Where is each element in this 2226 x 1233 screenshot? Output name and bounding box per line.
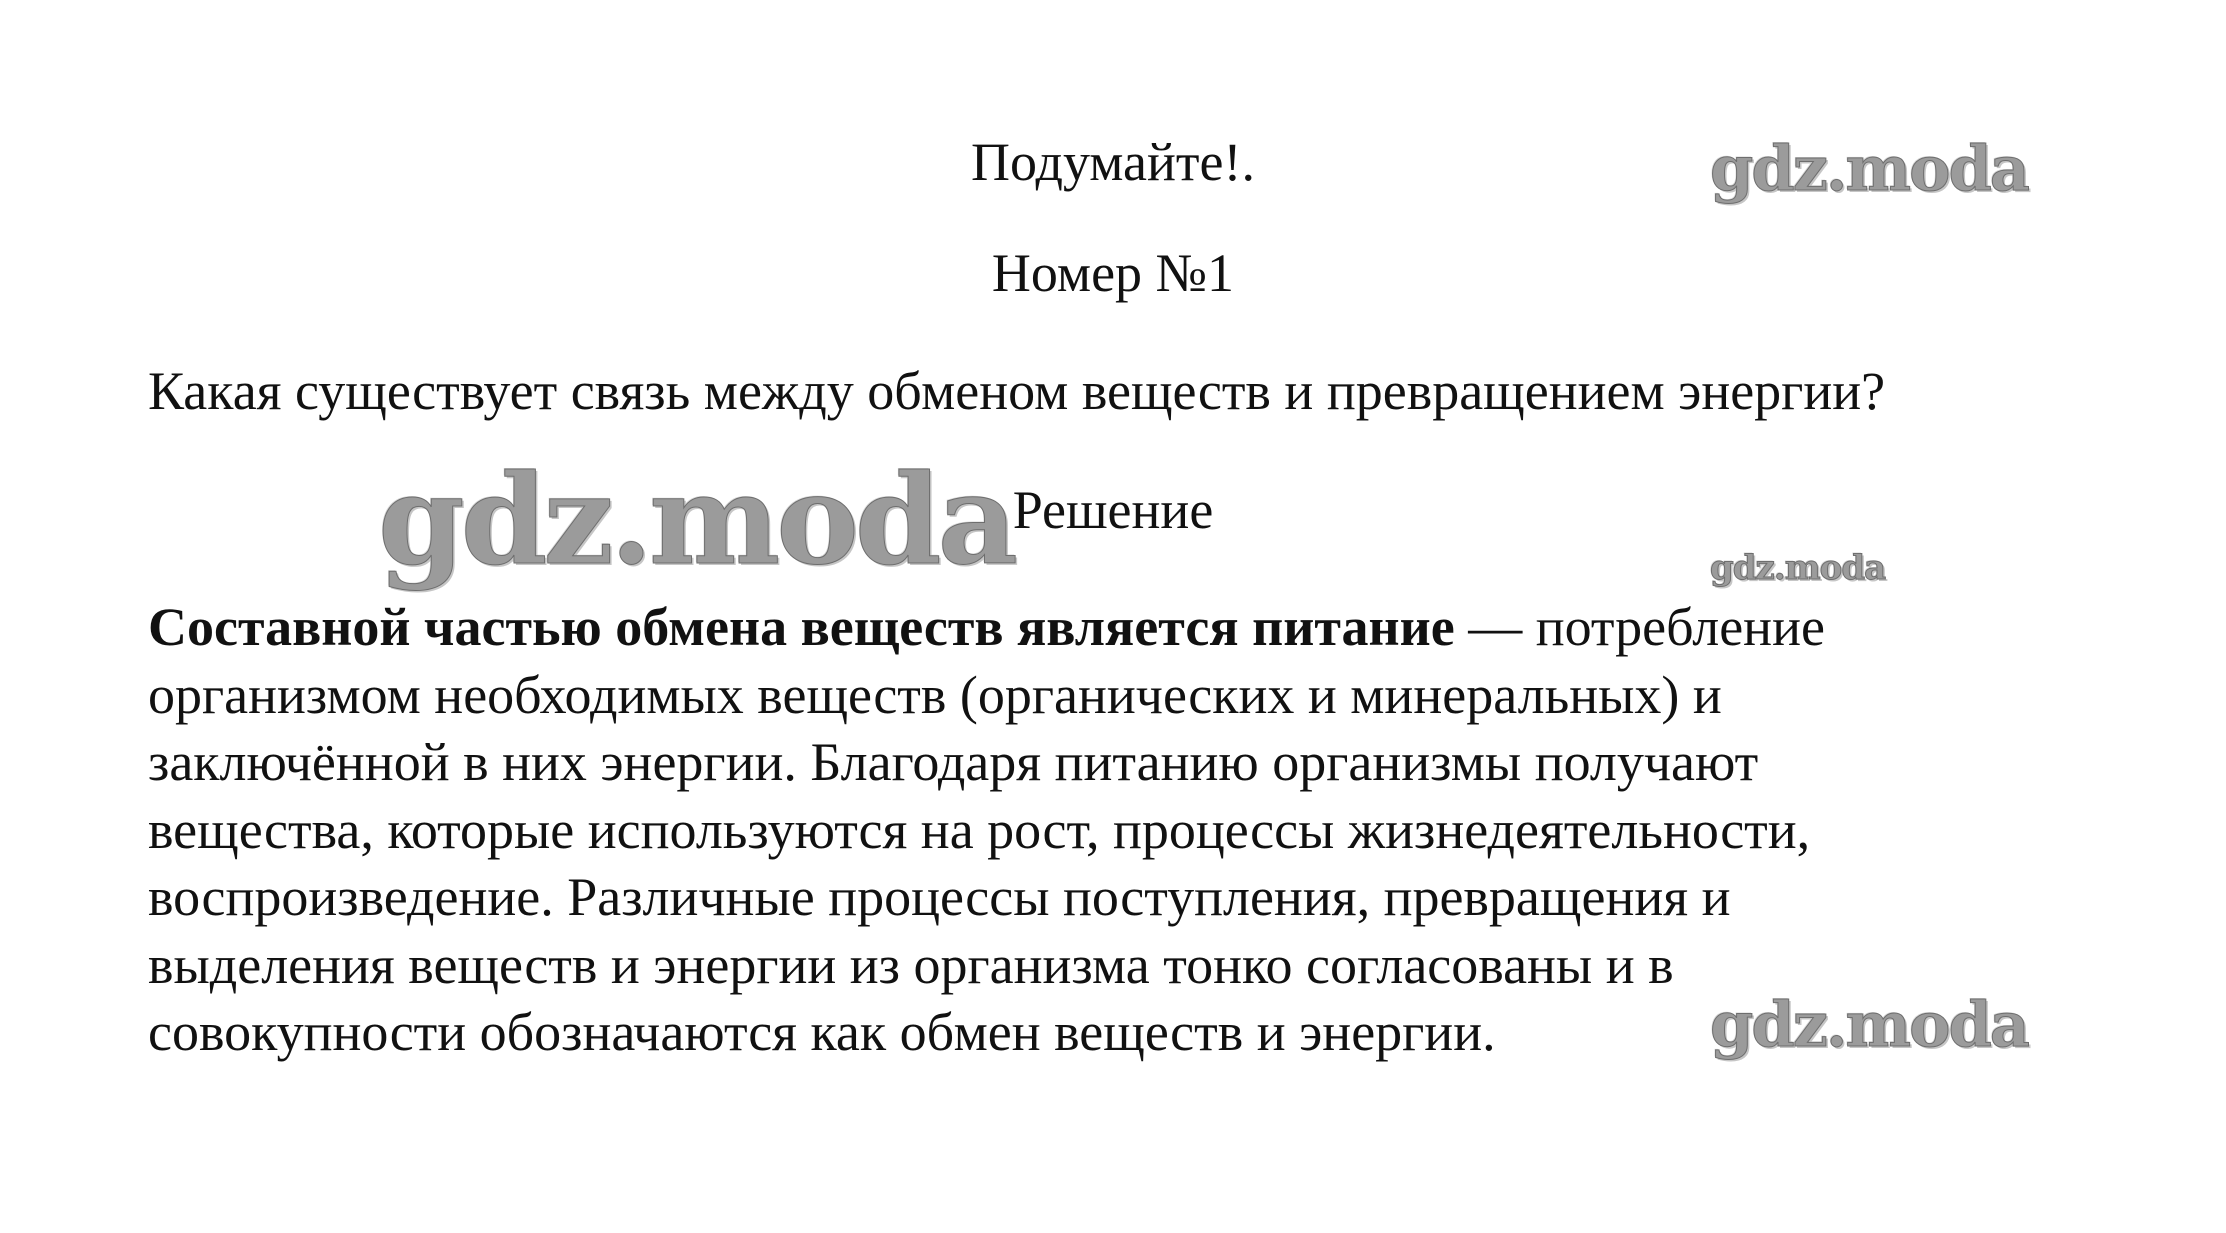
- watermark-small: gdz.moda: [1710, 548, 1886, 588]
- question-text: Какая существует связь между обменом веществ и превращением энергии?: [148, 361, 1886, 421]
- answer-line-7: совокупности обозначаются как обмен веществ и энергии.: [148, 1002, 1496, 1062]
- answer-line-2: организмом необходимых веществ (органических и минеральных) и: [148, 664, 1722, 725]
- answer-line-5: воспроизведение. Различные процессы поступления, превращения и: [148, 867, 1731, 927]
- answer-line-6: выделения веществ и энергии из организма тонко согласованы и в: [148, 934, 1674, 995]
- watermark-large: gdz.moda: [378, 448, 1014, 593]
- watermark-bottom-right: gdz.moda: [1710, 988, 2028, 1061]
- section-title: Подумайте!.: [971, 132, 1255, 192]
- answer-line-1: [148, 594, 2028, 662]
- answer-line-4: вещества, которые используются на рост, процессы жизнедеятельности,: [148, 799, 1811, 860]
- answer-line-1-rest: — потребление: [1454, 597, 1825, 657]
- watermark-top-right: gdz.moda: [1710, 132, 2028, 205]
- problem-number: Номер №1: [991, 243, 1235, 303]
- answer-line-3: заключённой в них энергии. Благодаря питанию организмы получают: [148, 732, 1759, 792]
- solution-label: Решение: [1012, 480, 1214, 540]
- answer-lead-bold: Составной частью обмена веществ является питание: [148, 597, 1455, 657]
